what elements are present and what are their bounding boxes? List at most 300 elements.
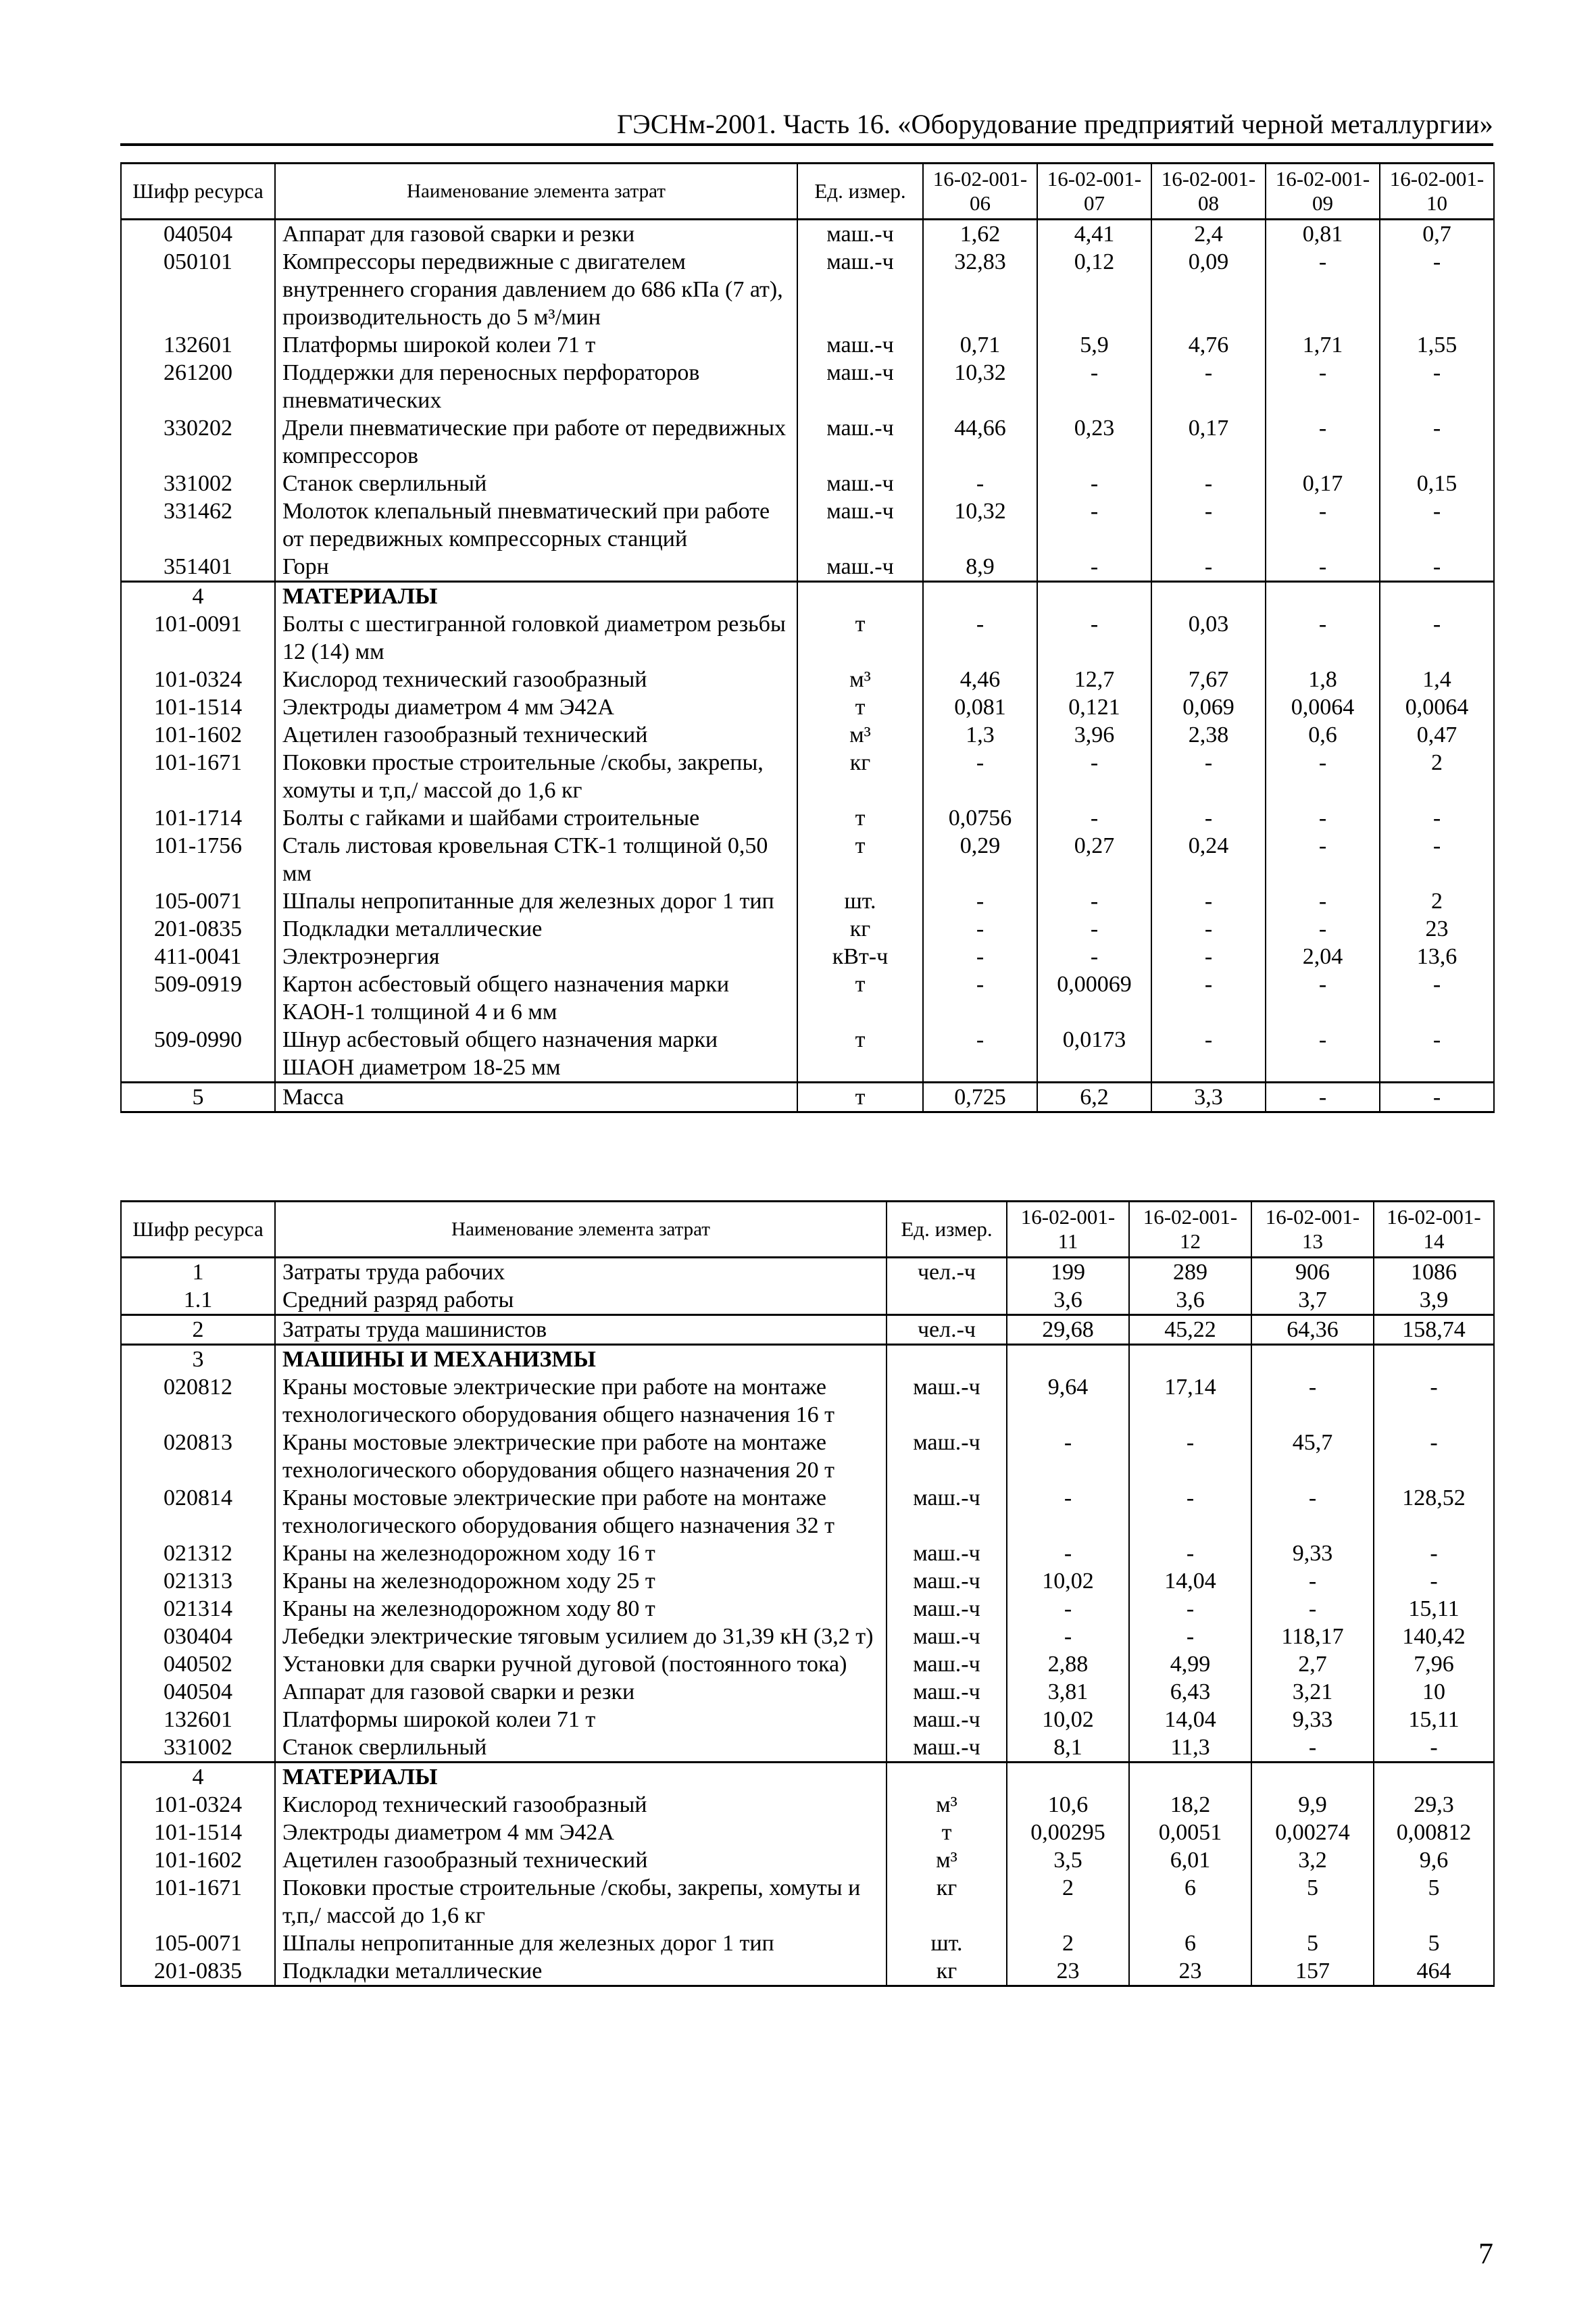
element-name-cell: Аппарат для газовой сварки и резки xyxy=(275,220,797,249)
table-row xyxy=(121,497,1494,553)
column-header: 16-02-001-11 xyxy=(1007,1202,1129,1258)
table-row xyxy=(121,943,1494,970)
table-row xyxy=(121,721,1494,749)
resource-code-cell: 132601 xyxy=(121,1706,275,1733)
unit-cell: маш.-ч xyxy=(797,553,923,582)
unit-cell: маш.-ч xyxy=(887,1373,1007,1429)
table-row xyxy=(121,749,1494,804)
value-cell: 2,88 xyxy=(1007,1650,1129,1678)
unit-cell: кВт-ч xyxy=(797,943,923,970)
resource-code-cell: 101-0324 xyxy=(121,666,275,693)
value-cell: - xyxy=(1037,943,1151,970)
value-cell: - xyxy=(1251,1567,1374,1595)
value-cell xyxy=(1037,582,1151,611)
value-cell: 45,22 xyxy=(1129,1315,1251,1345)
resource-code-cell: 101-1602 xyxy=(121,1846,275,1874)
unit-cell: м³ xyxy=(797,721,923,749)
value-cell: 2 xyxy=(1380,887,1494,915)
element-name-cell: Установки для сварки ручной дуговой (постоянного тока) xyxy=(275,1650,887,1678)
value-cell: 0,47 xyxy=(1380,721,1494,749)
value-cell: 4,76 xyxy=(1151,331,1266,359)
value-cell: 15,11 xyxy=(1374,1595,1494,1623)
unit-cell: м³ xyxy=(887,1846,1007,1874)
value-cell: 6 xyxy=(1129,1929,1251,1957)
value-cell: - xyxy=(1129,1429,1251,1484)
unit-cell xyxy=(797,582,923,611)
element-name-cell: Дрели пневматические при работе от передвижных компрессоров xyxy=(275,414,797,470)
element-name-cell: Электроэнергия xyxy=(275,943,797,970)
unit-cell: маш.-ч xyxy=(797,220,923,249)
value-cell: 1086 xyxy=(1374,1258,1494,1287)
value-cell: 3,6 xyxy=(1129,1286,1251,1315)
unit-cell: кг xyxy=(887,1874,1007,1929)
value-cell: 0,29 xyxy=(923,832,1037,887)
table-row xyxy=(121,970,1494,1026)
value-cell: - xyxy=(1151,553,1266,582)
unit-cell: маш.-ч xyxy=(887,1595,1007,1623)
resource-code-cell: 030404 xyxy=(121,1623,275,1650)
resource-code-cell: 201-0835 xyxy=(121,915,275,943)
value-cell: 6,43 xyxy=(1129,1678,1251,1706)
value-cell: 0,23 xyxy=(1037,414,1151,470)
value-cell: 0,09 xyxy=(1151,248,1266,331)
value-cell: 0,00274 xyxy=(1251,1819,1374,1846)
resource-code-cell: 331002 xyxy=(121,470,275,497)
value-cell: - xyxy=(1037,497,1151,553)
unit-cell: маш.-ч xyxy=(797,414,923,470)
resource-code-cell: 020812 xyxy=(121,1373,275,1429)
value-cell: 5 xyxy=(1251,1874,1374,1929)
resource-code-cell: 4 xyxy=(121,1763,275,1792)
value-cell: 44,66 xyxy=(923,414,1037,470)
value-cell xyxy=(1007,1345,1129,1374)
value-cell: 14,04 xyxy=(1129,1706,1251,1733)
value-cell: 11,3 xyxy=(1129,1733,1251,1763)
unit-cell: шт. xyxy=(887,1929,1007,1957)
value-cell: - xyxy=(1151,915,1266,943)
table-row xyxy=(121,1929,1494,1957)
value-cell: - xyxy=(1374,1373,1494,1429)
value-cell: - xyxy=(1129,1623,1251,1650)
value-cell: 2,38 xyxy=(1151,721,1266,749)
value-cell: 0,24 xyxy=(1151,832,1266,887)
value-cell: 0,71 xyxy=(923,331,1037,359)
column-header: Наименование элемента затрат xyxy=(275,164,797,220)
section-row xyxy=(121,1763,1494,1792)
value-cell: 0,081 xyxy=(923,693,1037,721)
page-header: ГЭСНм-2001. Часть 16. «Оборудование предприятий черной металлургии» xyxy=(616,109,1493,139)
resource-code-cell: 021313 xyxy=(121,1567,275,1595)
value-cell: 14,04 xyxy=(1129,1567,1251,1595)
table-row xyxy=(121,1540,1494,1567)
unit-cell xyxy=(887,1345,1007,1374)
value-cell xyxy=(1266,582,1380,611)
value-cell: - xyxy=(1251,1484,1374,1540)
value-cell: - xyxy=(1266,1026,1380,1083)
value-cell: 0,27 xyxy=(1037,832,1151,887)
element-name-cell: Станок сверлильный xyxy=(275,470,797,497)
value-cell: 4,46 xyxy=(923,666,1037,693)
unit-cell: маш.-ч xyxy=(797,359,923,414)
element-name-cell: Краны на железнодорожном ходу 16 т xyxy=(275,1540,887,1567)
unit-cell: маш.-ч xyxy=(887,1429,1007,1484)
value-cell: - xyxy=(1380,832,1494,887)
resource-code-cell: 101-0091 xyxy=(121,610,275,666)
value-cell: - xyxy=(1380,359,1494,414)
value-cell: 9,64 xyxy=(1007,1373,1129,1429)
resource-code-cell: 2 xyxy=(121,1315,275,1345)
resource-code-cell: 101-0324 xyxy=(121,1791,275,1819)
value-cell: - xyxy=(1129,1484,1251,1540)
value-cell: 3,7 xyxy=(1251,1286,1374,1315)
value-cell: 0,0756 xyxy=(923,804,1037,832)
table-row xyxy=(121,1819,1494,1846)
value-cell: - xyxy=(923,970,1037,1026)
value-cell: 3,2 xyxy=(1251,1846,1374,1874)
value-cell: - xyxy=(1007,1484,1129,1540)
element-name-cell: Болты с шестигранной головкой диаметром резьбы 12 (14) мм xyxy=(275,610,797,666)
value-cell: 1,55 xyxy=(1380,331,1494,359)
value-cell: - xyxy=(1037,359,1151,414)
column-header: 16-02-001-06 xyxy=(923,164,1037,220)
column-header: Ед. измер. xyxy=(887,1202,1007,1258)
value-cell: 10,6 xyxy=(1007,1791,1129,1819)
resource-code-cell: 330202 xyxy=(121,414,275,470)
table-row xyxy=(121,1650,1494,1678)
value-cell: - xyxy=(1380,497,1494,553)
table-row xyxy=(121,220,1494,249)
element-name-cell: Платформы широкой колеи 71 т xyxy=(275,1706,887,1733)
value-cell: 2 xyxy=(1380,749,1494,804)
value-cell: - xyxy=(1037,553,1151,582)
value-cell: 5,9 xyxy=(1037,331,1151,359)
resource-code-cell: 050101 xyxy=(121,248,275,331)
unit-cell: маш.-ч xyxy=(887,1484,1007,1540)
value-cell: 4,41 xyxy=(1037,220,1151,249)
table-row xyxy=(121,1026,1494,1083)
value-cell: - xyxy=(923,887,1037,915)
value-cell: 29,68 xyxy=(1007,1315,1129,1345)
value-cell: 0,0173 xyxy=(1037,1026,1151,1083)
value-cell: 8,9 xyxy=(923,553,1037,582)
table-row xyxy=(121,1373,1494,1429)
element-name-cell: Электроды диаметром 4 мм Э42А xyxy=(275,693,797,721)
value-cell: - xyxy=(1037,470,1151,497)
column-header: Шифр ресурса xyxy=(121,1202,275,1258)
value-cell xyxy=(1380,582,1494,611)
element-name-cell: Лебедки электрические тяговым усилием до 31,39 кН (3,2 т) xyxy=(275,1623,887,1650)
unit-cell: т xyxy=(887,1819,1007,1846)
element-name-cell: Ацетилен газообразный технический xyxy=(275,1846,887,1874)
value-cell: - xyxy=(1037,804,1151,832)
resource-code-cell: 1 xyxy=(121,1258,275,1287)
element-name-cell: Аппарат для газовой сварки и резки xyxy=(275,1678,887,1706)
value-cell: 0,17 xyxy=(1266,470,1380,497)
value-cell: - xyxy=(1266,749,1380,804)
value-cell xyxy=(1007,1763,1129,1792)
column-header: Ед. измер. xyxy=(797,164,923,220)
element-name-cell: Краны на железнодорожном ходу 80 т xyxy=(275,1595,887,1623)
value-cell: 15,11 xyxy=(1374,1706,1494,1733)
value-cell: - xyxy=(1007,1540,1129,1567)
value-cell: - xyxy=(923,749,1037,804)
element-name-cell: Шнур асбестовый общего назначения марки ШАОН диаметром 18-25 мм xyxy=(275,1026,797,1083)
value-cell: - xyxy=(1266,414,1380,470)
value-cell: 1,62 xyxy=(923,220,1037,249)
unit-cell: т xyxy=(797,970,923,1026)
table-row xyxy=(121,331,1494,359)
resource-code-cell: 261200 xyxy=(121,359,275,414)
value-cell: 0,725 xyxy=(923,1083,1037,1112)
value-cell: 199 xyxy=(1007,1258,1129,1287)
value-cell: 9,33 xyxy=(1251,1540,1374,1567)
unit-cell: т xyxy=(797,693,923,721)
table-row xyxy=(121,693,1494,721)
value-cell xyxy=(1129,1345,1251,1374)
resource-code-cell: 040504 xyxy=(121,1678,275,1706)
page-number: 7 xyxy=(1478,2237,1493,2270)
value-cell: 3,21 xyxy=(1251,1678,1374,1706)
value-cell: 3,96 xyxy=(1037,721,1151,749)
element-name-cell: Краны мостовые электрические при работе на монтаже технологического оборудования общего назначения 16 т xyxy=(275,1373,887,1429)
table-header-row xyxy=(121,1202,1494,1258)
table-row xyxy=(121,1286,1494,1315)
value-cell: 1,4 xyxy=(1380,666,1494,693)
value-cell: 5 xyxy=(1374,1929,1494,1957)
value-cell: 23 xyxy=(1129,1957,1251,1986)
value-cell: - xyxy=(1380,970,1494,1026)
value-cell: - xyxy=(1151,1026,1266,1083)
unit-cell: т xyxy=(797,610,923,666)
unit-cell: т xyxy=(797,1083,923,1112)
value-cell: 10 xyxy=(1374,1678,1494,1706)
table-row xyxy=(121,666,1494,693)
value-cell: - xyxy=(1374,1540,1494,1567)
value-cell: - xyxy=(1129,1595,1251,1623)
element-name-cell: Кислород технический газообразный xyxy=(275,666,797,693)
value-cell: 12,7 xyxy=(1037,666,1151,693)
resource-code-cell: 101-1514 xyxy=(121,693,275,721)
element-name-cell: Краны мостовые электрические при работе на монтаже технологического оборудования общего назначения 20 т xyxy=(275,1429,887,1484)
unit-cell: маш.-ч xyxy=(797,470,923,497)
value-cell: - xyxy=(1380,553,1494,582)
resource-code-cell: 331002 xyxy=(121,1733,275,1763)
table-row xyxy=(121,1791,1494,1819)
table-row xyxy=(121,1567,1494,1595)
value-cell: - xyxy=(1266,1083,1380,1112)
table-header-row xyxy=(121,164,1494,220)
value-cell: 1,71 xyxy=(1266,331,1380,359)
unit-cell: кг xyxy=(797,749,923,804)
value-cell: 0,12 xyxy=(1037,248,1151,331)
value-cell: 2 xyxy=(1007,1929,1129,1957)
unit-cell: маш.-ч xyxy=(797,331,923,359)
table-row xyxy=(121,1678,1494,1706)
element-name-cell: Поковки простые строительные /скобы, закрепы, хомуты и т,п,/ массой до 1,6 кг xyxy=(275,1874,887,1929)
value-cell: - xyxy=(1266,887,1380,915)
element-name-cell: Поддержки для переносных перфораторов пневматических xyxy=(275,359,797,414)
unit-cell: маш.-ч xyxy=(887,1706,1007,1733)
element-name-cell: Подкладки металлические xyxy=(275,1957,887,1986)
element-name-cell: Ацетилен газообразный технический xyxy=(275,721,797,749)
element-name-cell: Сталь листовая кровельная СТК-1 толщиной 0,50 мм xyxy=(275,832,797,887)
value-cell: 3,3 xyxy=(1151,1083,1266,1112)
element-name-cell: Электроды диаметром 4 мм Э42А xyxy=(275,1819,887,1846)
value-cell: - xyxy=(1266,804,1380,832)
value-cell: 2,04 xyxy=(1266,943,1380,970)
unit-cell: маш.-ч xyxy=(887,1650,1007,1678)
value-cell: 13,6 xyxy=(1380,943,1494,970)
table-row xyxy=(121,915,1494,943)
value-cell: 1,8 xyxy=(1266,666,1380,693)
column-header: 16-02-001-13 xyxy=(1251,1202,1374,1258)
value-cell xyxy=(1251,1345,1374,1374)
value-cell: 0,15 xyxy=(1380,470,1494,497)
resource-code-cell: 4 xyxy=(121,582,275,611)
resource-code-cell: 5 xyxy=(121,1083,275,1112)
table-row xyxy=(121,1957,1494,1986)
value-cell: - xyxy=(1251,1373,1374,1429)
value-cell: 158,74 xyxy=(1374,1315,1494,1345)
value-cell: 906 xyxy=(1251,1258,1374,1287)
value-cell: - xyxy=(1266,832,1380,887)
value-cell: 7,96 xyxy=(1374,1650,1494,1678)
value-cell: 289 xyxy=(1129,1258,1251,1287)
value-cell: - xyxy=(1151,970,1266,1026)
value-cell: 0,121 xyxy=(1037,693,1151,721)
unit-cell: кг xyxy=(887,1957,1007,1986)
resource-code-cell: 1.1 xyxy=(121,1286,275,1315)
section-row xyxy=(121,1315,1494,1345)
table-row xyxy=(121,248,1494,331)
value-cell: 128,52 xyxy=(1374,1484,1494,1540)
value-cell: 2,7 xyxy=(1251,1650,1374,1678)
value-cell: - xyxy=(923,943,1037,970)
table-row xyxy=(121,553,1494,582)
resource-code-cell: 101-1602 xyxy=(121,721,275,749)
unit-cell xyxy=(887,1286,1007,1315)
value-cell: 18,2 xyxy=(1129,1791,1251,1819)
value-cell: 0,00812 xyxy=(1374,1819,1494,1846)
value-cell: 29,3 xyxy=(1374,1791,1494,1819)
value-cell: 3,81 xyxy=(1007,1678,1129,1706)
unit-cell: шт. xyxy=(797,887,923,915)
resource-code-cell: 411-0041 xyxy=(121,943,275,970)
value-cell: - xyxy=(1151,887,1266,915)
value-cell: 9,33 xyxy=(1251,1706,1374,1733)
unit-cell: маш.-ч xyxy=(887,1678,1007,1706)
value-cell: - xyxy=(923,610,1037,666)
table-row xyxy=(121,1733,1494,1763)
resource-code-cell: 101-1714 xyxy=(121,804,275,832)
value-cell: 6 xyxy=(1129,1874,1251,1929)
value-cell: - xyxy=(1266,359,1380,414)
resource-code-cell: 105-0071 xyxy=(121,887,275,915)
unit-cell: т xyxy=(797,832,923,887)
resource-code-cell: 331462 xyxy=(121,497,275,553)
table-row xyxy=(121,414,1494,470)
value-cell: 2,4 xyxy=(1151,220,1266,249)
resource-code-cell: 101-1671 xyxy=(121,749,275,804)
unit-cell: кг xyxy=(797,915,923,943)
value-cell xyxy=(923,582,1037,611)
unit-cell: маш.-ч xyxy=(887,1623,1007,1650)
value-cell: - xyxy=(1266,915,1380,943)
resource-code-cell: 3 xyxy=(121,1345,275,1374)
value-cell: 4,99 xyxy=(1129,1650,1251,1678)
value-cell: 3,6 xyxy=(1007,1286,1129,1315)
unit-cell: чел.-ч xyxy=(887,1258,1007,1287)
element-name-cell: Компрессоры передвижные с двигателем внутреннего сгорания давлением до 686 кПа (7 ат), производительность до 5 м³/мин xyxy=(275,248,797,331)
value-cell: - xyxy=(1374,1429,1494,1484)
section-row xyxy=(121,582,1494,611)
value-cell xyxy=(1129,1763,1251,1792)
table-row xyxy=(121,832,1494,887)
value-cell: 6,2 xyxy=(1037,1083,1151,1112)
value-cell: 3,9 xyxy=(1374,1286,1494,1315)
unit-cell: м³ xyxy=(797,666,923,693)
value-cell: 10,02 xyxy=(1007,1706,1129,1733)
value-cell: 17,14 xyxy=(1129,1373,1251,1429)
value-cell xyxy=(1374,1345,1494,1374)
value-cell: 3,5 xyxy=(1007,1846,1129,1874)
value-cell: - xyxy=(1151,497,1266,553)
value-cell: 10,02 xyxy=(1007,1567,1129,1595)
resource-code-cell: 040502 xyxy=(121,1650,275,1678)
value-cell: 2 xyxy=(1007,1874,1129,1929)
unit-cell: т xyxy=(797,1026,923,1083)
element-name-cell: Картон асбестовый общего назначения марки КАОН-1 толщиной 4 и 6 мм xyxy=(275,970,797,1026)
value-cell: - xyxy=(1151,749,1266,804)
value-cell: 23 xyxy=(1380,915,1494,943)
element-name-cell: Платформы широкой колеи 71 т xyxy=(275,331,797,359)
value-cell xyxy=(1151,582,1266,611)
unit-cell: м³ xyxy=(887,1791,1007,1819)
column-header: 16-02-001-14 xyxy=(1374,1202,1494,1258)
value-cell: 9,9 xyxy=(1251,1791,1374,1819)
value-cell: - xyxy=(1266,970,1380,1026)
element-name-cell: Масса xyxy=(275,1083,797,1112)
value-cell: - xyxy=(923,915,1037,943)
value-cell: 157 xyxy=(1251,1957,1374,1986)
value-cell: - xyxy=(923,1026,1037,1083)
resource-table-2 xyxy=(120,1200,1495,1987)
column-header: 16-02-001-09 xyxy=(1266,164,1380,220)
element-name-cell: Краны мостовые электрические при работе на монтаже технологического оборудования общего назначения 32 т xyxy=(275,1484,887,1540)
element-name-cell: Молоток клепальный пневматический при работе от передвижных компрессорных станций xyxy=(275,497,797,553)
element-name-cell: Краны на железнодорожном ходу 25 т xyxy=(275,1567,887,1595)
value-cell: 1,3 xyxy=(923,721,1037,749)
value-cell: 9,6 xyxy=(1374,1846,1494,1874)
element-name-cell: Поковки простые строительные /скобы, закрепы, хомуты и т,п,/ массой до 1,6 кг xyxy=(275,749,797,804)
value-cell: - xyxy=(1266,497,1380,553)
value-cell: - xyxy=(1037,915,1151,943)
unit-cell: маш.-ч xyxy=(887,1540,1007,1567)
resource-code-cell: 132601 xyxy=(121,331,275,359)
element-name-cell: МАТЕРИАЛЫ xyxy=(275,1763,887,1792)
unit-cell: маш.-ч xyxy=(887,1567,1007,1595)
value-cell: 140,42 xyxy=(1374,1623,1494,1650)
element-name-cell: Станок сверлильный xyxy=(275,1733,887,1763)
value-cell: 45,7 xyxy=(1251,1429,1374,1484)
element-name-cell: Кислород технический газообразный xyxy=(275,1791,887,1819)
unit-cell: маш.-ч xyxy=(797,248,923,331)
value-cell: - xyxy=(923,470,1037,497)
table-row xyxy=(121,1846,1494,1874)
value-cell: 7,67 xyxy=(1151,666,1266,693)
table-row xyxy=(121,804,1494,832)
resource-code-cell: 101-1671 xyxy=(121,1874,275,1929)
